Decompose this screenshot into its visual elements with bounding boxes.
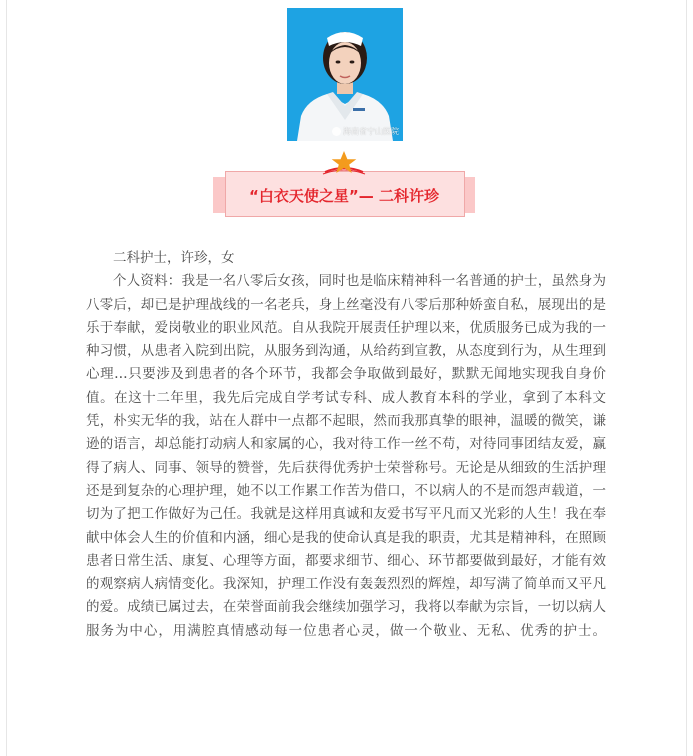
article-content — [86, 247, 606, 643]
intro-paragraph: 二科护士，许珍，女 — [113, 250, 235, 266]
title-banner — [213, 150, 475, 218]
photo-watermark — [332, 126, 399, 137]
right-border-line — [686, 0, 687, 756]
star-badge-icon — [321, 150, 367, 176]
watermark-text: 海南省宁山医院 — [343, 127, 399, 136]
watermark-logo-icon — [332, 127, 341, 136]
nurse-portrait-photo — [287, 8, 403, 141]
body-paragraph: 个人资料：我是一名八零后女孩，同时也是临床精神科一名普通的护士，虽然身为八零后，却已是护理战线的一名老兵，身上丝毫没有八零后那种娇蛮自私，展现出的是乐于奉献，爱岗敬业的职业风范。自从我院开展责任护理以来，优质服务已成为我的一种习惯，从患者入院到出院，从服务到沟通，从给药到宣教，从态度到行为，从生理到心理…只要涉及到患者的各个环节，我都会争取做到最好，默默无闻地实现我自身价值。在这十二年里，我先后完成自学考试专科、成人教育本科的学业，拿到了本科文凭，朴实无华的我，站在人群中一点都不起眼，然而我那真挚的眼神，温暖的微笑，谦逊的语言，却总能打动病人和家属的心，我对待工作一丝不苟，对待同事团结友爱，赢得了病人、同事、领导的赞誉，先后获得优秀护士荣誉称号。无论是从细致的生活护理还是到复杂的心理护理，她不以工作累工作苦为借口，不以病人的不是而怨声载道，一切为了把工作做好为己任。我就是这样用真诚和友爱书写平凡而又光彩的人生！我在奉献中体会人生的价值和内涵，细心是我的使命认真是我的职责，尤其是精神科，在照顾患者日常生活、康复、心理等方面，都要求细节、细心、环节都要做到最好，才能有效的观察病人病情变化。我深知，护理工作没有轰轰烈烈的辉煌，却写满了简单而又平凡的爱。成绩已属过去，在荣誉面前我会继续加强学习，我将以奉献为宗旨，一切以病人服务为中心，用满腔真情感动每一位患者心灵，做一个敬业、无私、优秀的护士。 — [86, 273, 606, 639]
nurse-illustration — [287, 8, 403, 141]
article-title: “白衣天使之星”— 二科许珍 — [249, 187, 439, 205]
left-border-line — [6, 0, 7, 756]
